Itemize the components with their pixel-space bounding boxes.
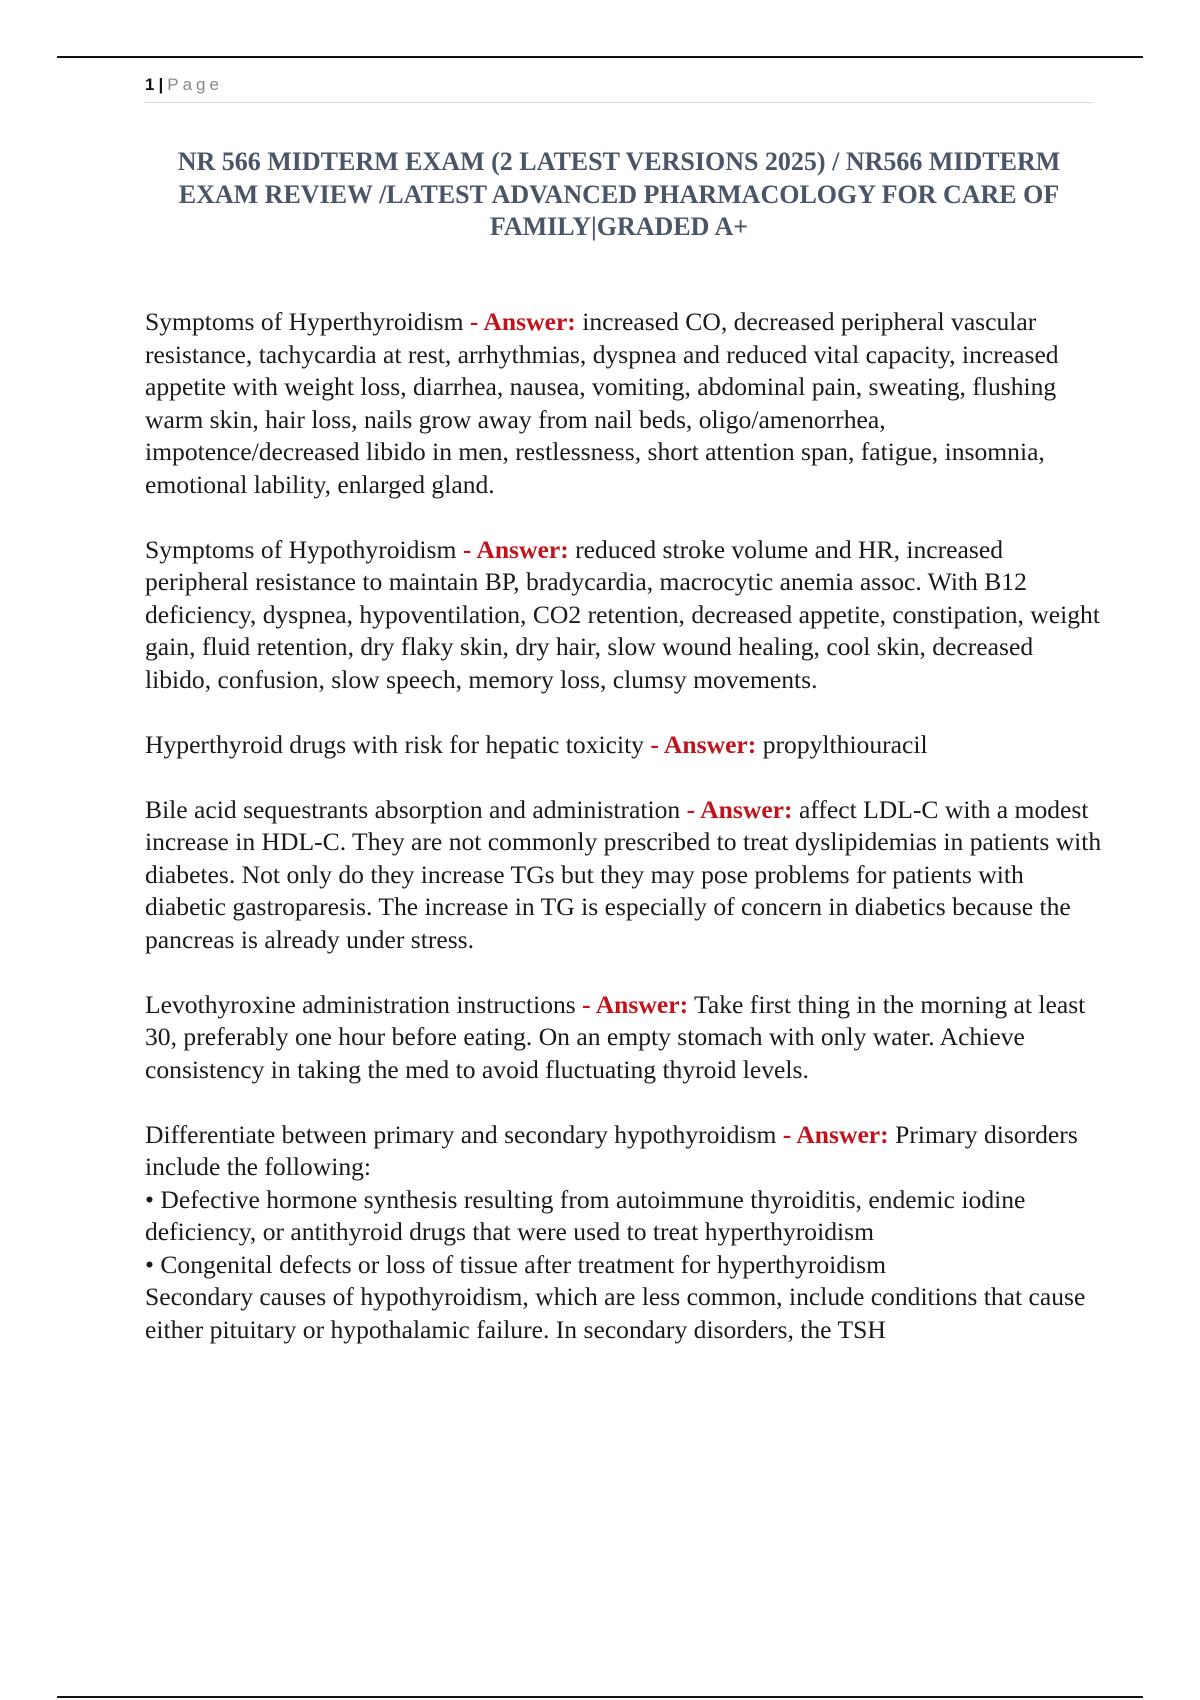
page-separator: | (158, 75, 164, 94)
question-text: Symptoms of Hypothyroidism (145, 534, 457, 564)
answer-label: Answer: (700, 794, 793, 824)
qa-content (145, 306, 1105, 1379)
page-header (145, 74, 1093, 103)
answer-line: Secondary causes of hypothyroidism, which are less common, include conditions that cause either pituitary or hypothalamic failure. In secondary disorders, the TSH (145, 1282, 1086, 1344)
answer-label: Answer: (483, 307, 576, 336)
qa-item (145, 1119, 1105, 1347)
answer-separator: - (776, 1119, 797, 1149)
document-title: NR 566 MIDTERM EXAM (2 LATEST VERSIONS 2025) / NR566 MIDTERM EXAM REVIEW /LATEST ADVANCED PHARMACOLOGY FOR CARE OF FAMILY|GRADED A+ (177, 147, 1061, 241)
qa-item (145, 534, 1105, 697)
answer-separator: - (575, 989, 596, 1019)
answer-line: • Defective hormone synthesis resulting from autoimmune thyroiditis, endemic iodine deficiency, or antithyroid drugs that were used to treat hyperthyroidism (145, 1184, 1026, 1246)
answer-label: Answer: (796, 1119, 889, 1149)
answer-text: reduced stroke volume and HR, increased peripheral resistance to maintain BP, bradycardia, macrocytic anemia assoc. With B12 deficiency, dyspnea, hypoventilation, CO2 retention, decreased appetite, constipation, weight gain, fluid retention, dry flaky skin, dry hair, slow wound healing, cool skin, decreased libido, confusion, slow speech, memory loss, clumsy movements. (145, 534, 1100, 694)
page-label: Page (167, 75, 223, 94)
answer-separator: - (680, 794, 701, 824)
answer-label: Answer: (663, 729, 757, 759)
answer-separator: - (463, 307, 484, 336)
top-rule (57, 56, 1143, 58)
answer-separator: - (456, 534, 477, 564)
question-text: Bile acid sequestrants absorption and administration (145, 794, 681, 824)
qa-item (145, 794, 1105, 957)
answer-line: • Congenital defects or loss of tissue after treatment for hyperthyroidism (145, 1249, 887, 1279)
question-text: Differentiate between primary and secondary hypothyroidism (145, 1119, 777, 1149)
qa-item (145, 306, 1105, 501)
question-text: Symptoms of Hyperthyroidism (145, 307, 464, 336)
qa-item (145, 729, 1105, 762)
answer-label: Answer: (476, 534, 569, 564)
answer-text: propylthiouracil (762, 729, 928, 759)
answer-text: Take first thing in the morning at least 30, preferably one hour before eating. On an empty stomach with only water. Achieve consistency in taking the med to avoid fluctuating thyroid levels. (145, 989, 1086, 1084)
answer-separator: - (643, 729, 664, 759)
question-text: Hyperthyroid drugs with risk for hepatic toxicity (145, 729, 644, 759)
question-text: Levothyroxine administration instructions (145, 989, 576, 1019)
qa-item (145, 989, 1105, 1087)
answer-text: Primary disorders include the following: (145, 1119, 1078, 1181)
answer-text: increased CO, decreased peripheral vascular resistance, tachycardia at rest, arrhythmias, dyspnea and reduced vital capacity, increased appetite with weight loss, diarrhea, nausea, vomiting, abdominal pain, sweating, flushing warm skin, hair loss, nails grow away from nail beds, oligo/amenorrhea, impotence/decreased libido in men, restlessness, short attention span, fatigue, insomnia, emotional lability, enlarged gland. (145, 307, 1059, 499)
answer-label: Answer: (595, 989, 689, 1019)
answer-text: affect LDL-C with a modest increase in HDL-C. They are not commonly prescribed to treat dyslipidemias in patients with diabetes. Not only do they increase TGs but they may pose problems for patients with diabetic gastroparesis. The increase in TG is especially of concern in diabetics because the pancreas is already under stress. (145, 794, 1102, 954)
bottom-rule (57, 1696, 1143, 1698)
page-number: 1 (145, 75, 155, 94)
